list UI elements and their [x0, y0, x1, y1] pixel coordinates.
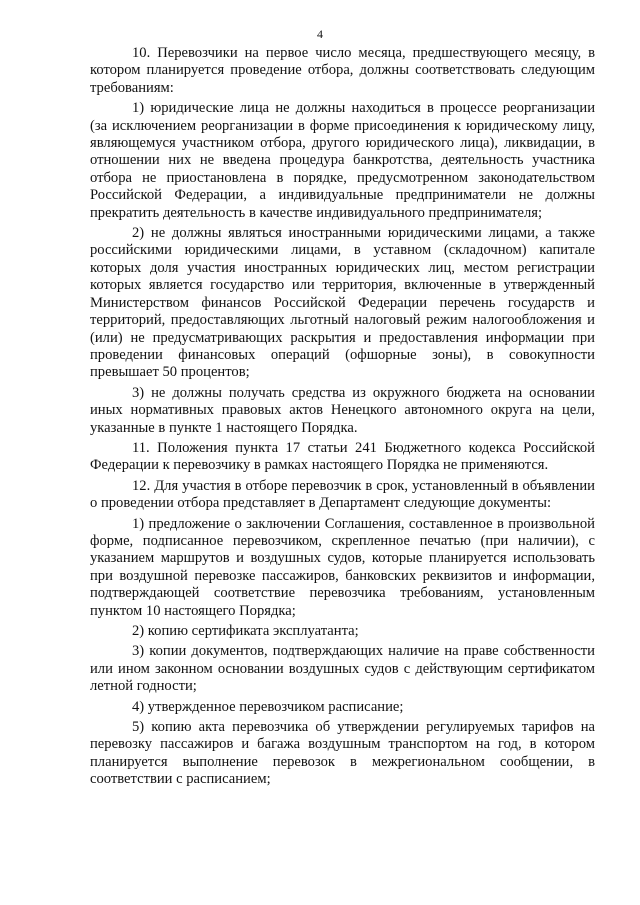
- paragraph-10-intro: 10. Перевозчики на первое число месяца, предшествующего месяцу, в котором планируется проведение отбора, должны соответствовать следующим требованиям:: [90, 45, 595, 96]
- paragraph-10-item-1: 1) юридические лица не должны находиться в процессе реорганизации (за исключением реорганизации в форме присоединения к юридическому лицу, являющемуся участником отбора, другого юридического лица), ликвидации, в отношении них не введена процедура банкротства, деятельность участника отбора не приостановлена в порядке, предусмотренном законодательством Российской Федерации, а индивидуальные предприниматели не должны прекратить деятельность в качестве индивидуального предпринимателя;: [90, 100, 595, 221]
- paragraph-12-item-1: 1) предложение о заключении Соглашения, составленное в произвольной форме, подписанное перевозчиком, скрепленное печатью (при наличии), с указанием маршрутов и воздушных судов, которые планируется использовать при воздушной перевозке пассажиров, банковских реквизитов и информации, подтверждающей соответствие перевозчика требованиям, установленным пунктом 10 настоящего Порядка;: [90, 515, 595, 619]
- paragraph-10-item-3: 3) не должны получать средства из окружного бюджета на основании иных нормативных правовых актов Ненецкого автономного округа на цели, указанные в пункте 1 настоящего Порядка.: [90, 384, 595, 436]
- paragraph-12-item-4: 4) утвержденное перевозчиком расписание;: [132, 698, 404, 715]
- paragraph-12-item-5: 5) копию акта перевозчика об утверждении регулируемых тарифов на перевозку пассажиров и багажа воздушным транспортом на год, в котором планируется выполнение перевозок в межрегиональном сообщении, в соответствии с расписанием;: [90, 719, 595, 788]
- paragraph-12-item-3: 3) копии документов, подтверждающих наличие на праве собственности или ином законном основании воздушных судов с действующим сертификатом летной годности;: [90, 643, 595, 695]
- paragraph-11: 11. Положения пункта 17 статьи 241 Бюджетного кодекса Российской Федерации к перевозчику в рамках настоящего Порядка не применяются.: [90, 439, 595, 474]
- page-number: 4: [317, 27, 323, 41]
- paragraph-12-intro: 12. Для участия в отборе перевозчик в срок, установленный в объявлении о проведении отбора представляет в Департамент следующие документы:: [90, 477, 595, 512]
- paragraph-12-item-2: 2) копию сертификата эксплуатанта;: [132, 623, 359, 639]
- paragraph-10-item-2: 2) не должны являться иностранными юридическими лицами, а также российскими юридическими лицами, в уставном (складочном) капитале которых доля участия иностранных юридических лиц, местом регистрации которых является государство или территория, включенные в утвержденный Министерством финансов Российской Федерации перечень государств и территорий, предоставляющих льготный налоговый режим налогообложения и (или) не предусматривающих раскрытия и предоставления информации при проведении финансовых операций (офшорные зоны), в совокупности превышает 50 процентов;: [90, 225, 595, 381]
- document-body: [90, 45, 595, 789]
